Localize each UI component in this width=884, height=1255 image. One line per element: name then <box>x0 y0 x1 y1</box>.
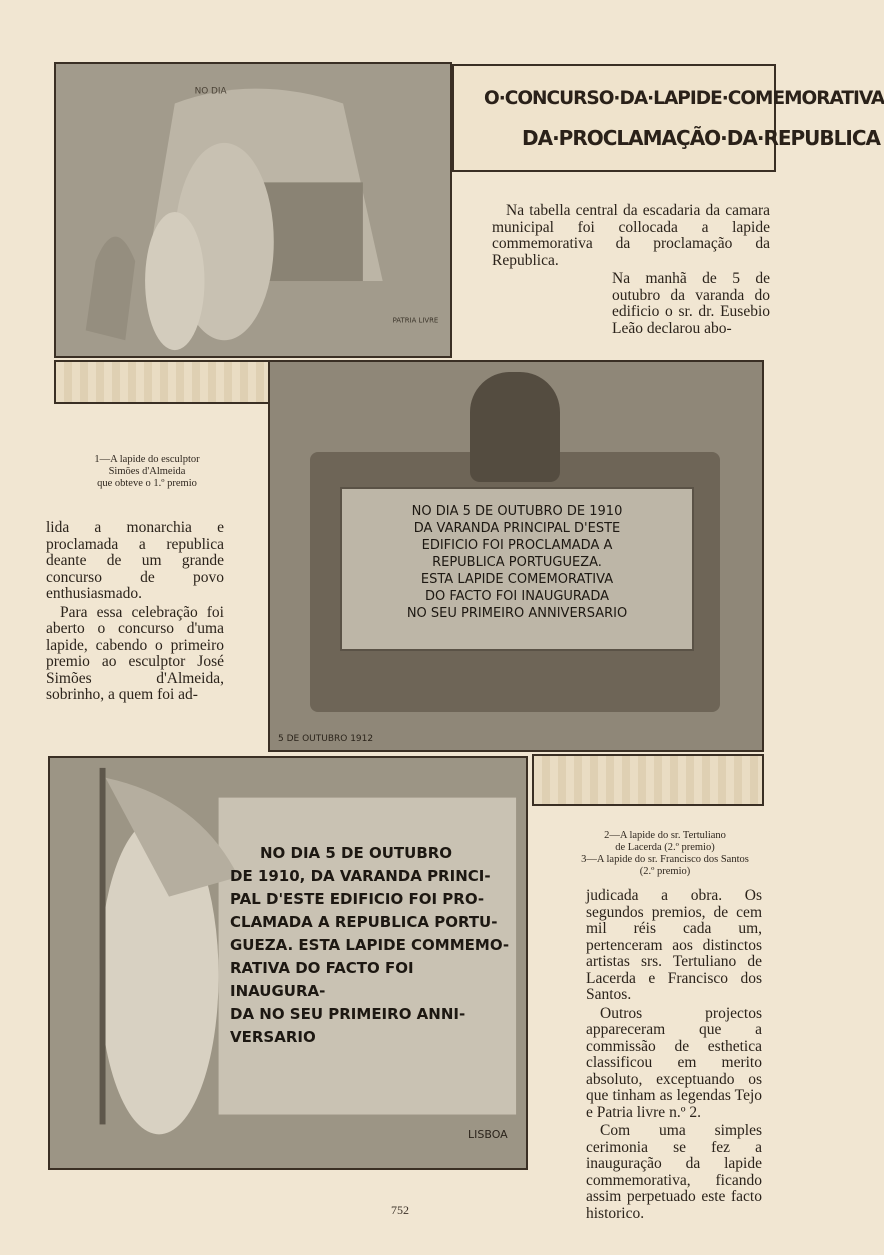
left-column-text <box>46 520 224 706</box>
right-paragraph-3: Com uma simples cerimonia se fez a inauguração da lapide commemorativa, ficando assim perpetuado este facto historico. <box>586 1122 762 1222</box>
plaque-3-line-1: NO DIA 5 DE OUTUBRO <box>260 844 453 862</box>
plaque-1-top-text: NO DIA <box>194 86 227 97</box>
plaque-3-line-6: RATIVA DO FACTO FOI INAUGURA- <box>230 959 414 1000</box>
title-banner <box>452 64 884 172</box>
ornament-strip-bottom <box>532 754 764 806</box>
caption-2-line1: 2—A lapide do sr. Tertuliano <box>604 830 726 841</box>
caption-1 <box>52 454 242 490</box>
plaque-2-crest <box>470 372 560 482</box>
right-paragraph-2: Outros projectos appareceram que a commissão de esthetica classificou em merito absoluto, exceptuando os que tinham as legendas Tejo e Patria livre n.º 2. <box>586 1004 762 1121</box>
caption-3-line2: (2.º premio) <box>639 866 691 877</box>
intro-paragraph-1: Na tabella central da escadaria da camara municipal foi collocada a lapide commemorativa da proclamação da Republica. <box>492 202 770 269</box>
page-number: 752 <box>391 1203 409 1217</box>
article-title-line1: O·CONCURSO·DA·LAPIDE·COMEMORATIVA <box>484 88 884 109</box>
right-column-text <box>586 888 762 1224</box>
plaque-3-line-3: PAL D'ESTE EDIFICIO FOI PRO- <box>230 890 485 908</box>
caption-1-line3: que obteve o 1.º premio <box>97 478 197 489</box>
article-title-line2: DA·PROCLAMAÇÃO·DA·REPUBLICA <box>522 126 880 150</box>
plaque-2-line-4: REPUBLICA PORTUGUEZA. <box>432 555 602 570</box>
plaque-2-line-7: NO SEU PRIMEIRO ANNIVERSARIO <box>406 606 628 621</box>
plaque-2-line-3: EDIFICIO FOI PROCLAMADA A <box>421 538 613 553</box>
plaque-1-relief <box>56 64 450 356</box>
plaque-1-photo <box>54 62 452 358</box>
plaque-2-line-2: DA VARANDA PRINCIPAL D'ESTE <box>413 521 621 536</box>
plaque-2-line-1: NO DIA 5 DE OUTUBRO DE 1910 <box>411 504 623 519</box>
caption-1-line2: Simões d'Almeida <box>108 466 186 477</box>
plaque-3-line-4: CLAMADA A REPUBLICA PORTU- <box>230 913 498 931</box>
plaque-3-photo <box>48 756 528 1170</box>
plaque-2-photo <box>268 360 764 752</box>
left-paragraph-2: Para essa celebração foi aberto o concurso d'uma lapide, cabendo o primeiro premio ao esculptor José Simões d'Almeida, sobrinho, a quem foi ad- <box>46 603 224 703</box>
plaque-3-line-5: GUEZA. ESTA LAPIDE COMMEMO- <box>230 936 510 954</box>
caption-3-line1: 3—A lapide do sr. Francisco dos Santos <box>581 854 749 865</box>
left-paragraph-1: lida a monarchia e proclamada a republica deante de um grande concurso de povo enthusiasmado. <box>46 519 224 602</box>
plaque-3-line-7: DA NO SEU PRIMEIRO ANNI- <box>230 1005 466 1023</box>
plaque-2-line-6: DO FACTO FOI INAUGURADA <box>424 589 609 604</box>
plaque-3-line-8: VERSARIO <box>230 1028 316 1046</box>
plaque-3-line-2: DE 1910, DA VARANDA PRINCI- <box>230 867 491 885</box>
caption-1-line1: 1—A lapide do esculptor <box>94 454 200 465</box>
plaque-3-signature: LISBOA <box>468 1128 508 1141</box>
caption-2-line2: de Lacerda (2.º premio) <box>615 842 715 853</box>
intro-paragraph-2: Na manhã de 5 de outubro da varanda do edificio o sr. dr. Eusebio Leão declarou abo- <box>612 270 770 337</box>
plaque-2-line-5: ESTA LAPIDE COMEMORATIVA <box>420 572 614 587</box>
intro-text <box>492 203 770 339</box>
plaque-2-signature: 5 DE OUTUBRO 1912 <box>278 734 374 744</box>
plaque-3-inscription <box>230 842 510 1049</box>
right-paragraph-1: judicada a obra. Os segundos premios, de cem mil réis cada um, pertenceram aos distinctos artistas srs. Tertuliano de Lacerda e Francisco dos Santos. <box>586 887 762 1003</box>
plaque-2-tablet <box>340 487 694 651</box>
plaque-1-signature: PATRIA LIVRE <box>392 316 439 325</box>
caption-2-3 <box>540 830 790 878</box>
